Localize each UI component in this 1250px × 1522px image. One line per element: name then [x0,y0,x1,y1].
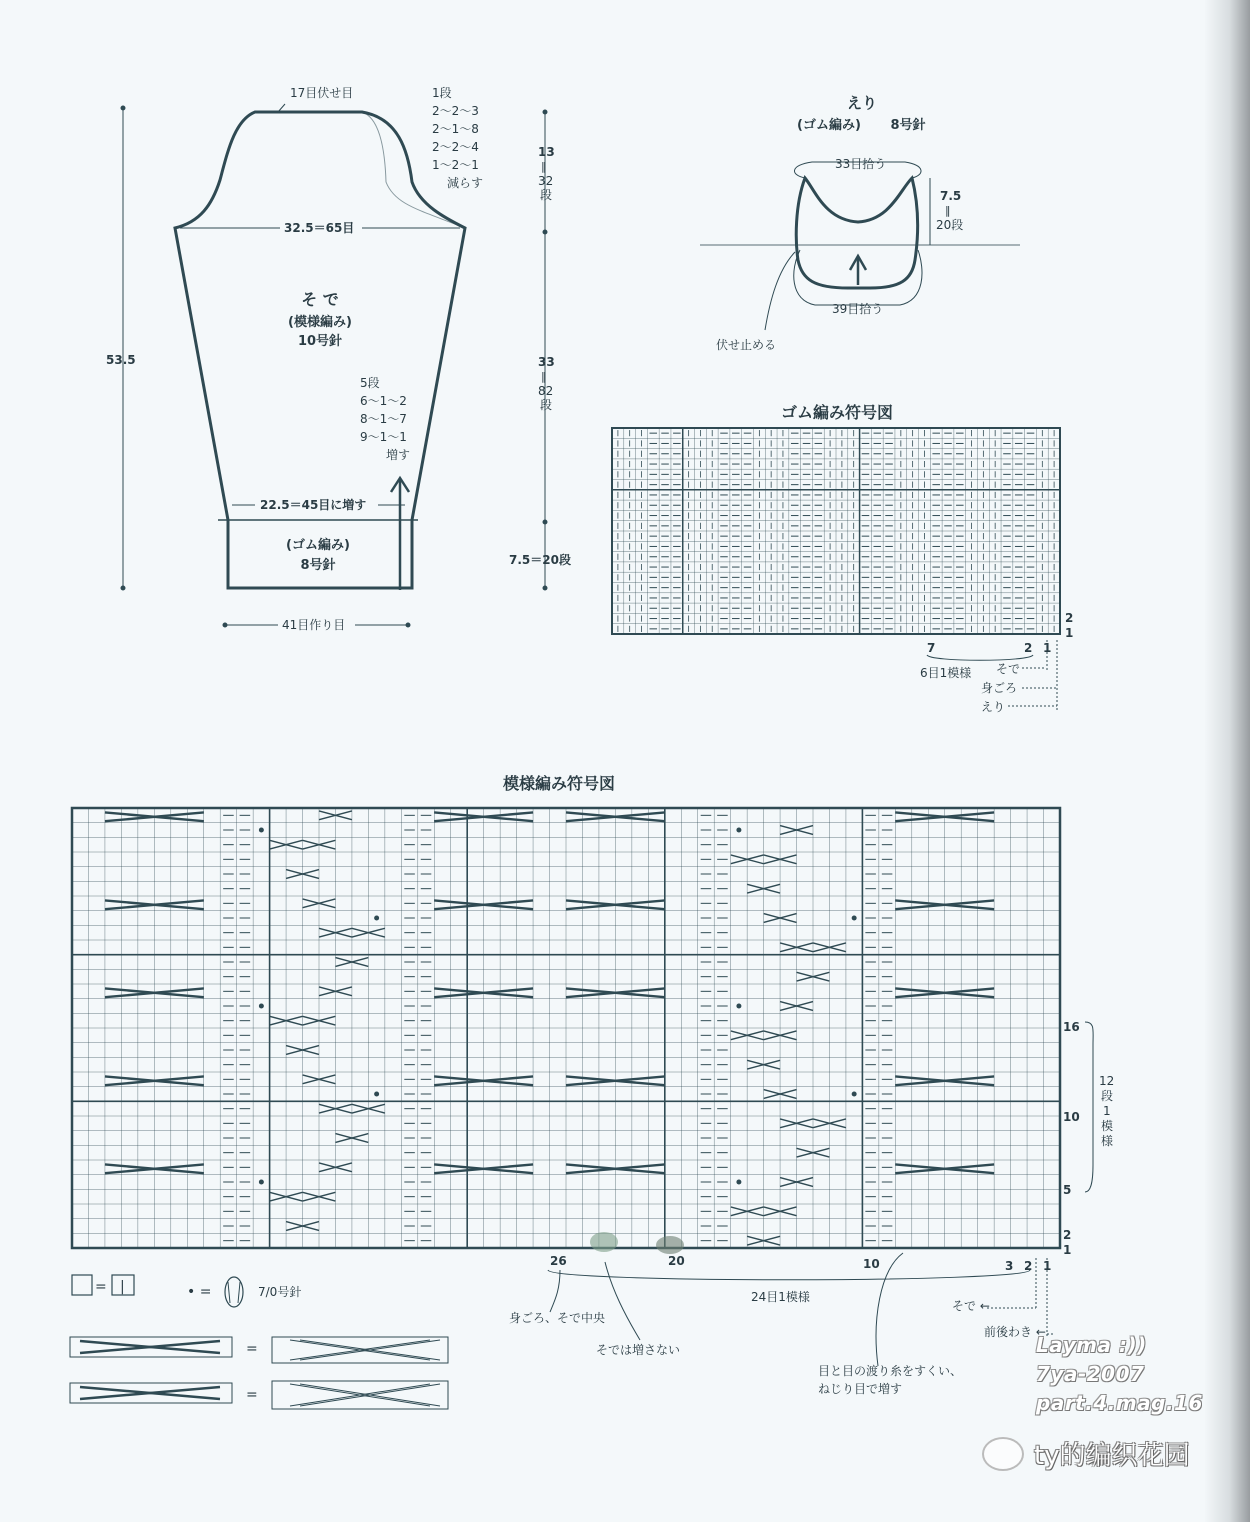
increase-step: 9〜1〜1 [360,430,407,444]
pattern-chart-labels [509,1020,1114,1396]
collar-needle: 8号針 [890,118,926,133]
cap-height-eq: ‖ [541,160,547,173]
rib-col-1: 1 [1043,641,1052,655]
collar-height-eq: ‖ [945,204,951,217]
wechat-icon [982,1437,1024,1471]
bobble-mark [852,916,857,921]
rib-col-7: 7 [927,641,936,655]
bobble-icon [225,1277,243,1307]
note-no-increase: そでは増さない [596,1343,681,1357]
sleeve-labels [106,85,571,632]
bobble-mark [259,1180,264,1185]
collar-bind-off: 伏せ止める [716,338,777,352]
sleeve-rib-pattern: (ゴム編み) [286,538,350,553]
sleeve-title: そ で [301,290,339,309]
increase-step: 増す [386,448,411,462]
collar-pick-up-bottom: 39目拾う [832,302,884,316]
rib-chart-grid [612,428,1060,634]
repeat-rows: 様 [1101,1134,1114,1148]
pattern-col-20: 20 [668,1254,685,1268]
decrease-step: 2〜2〜4 [432,140,479,154]
sleeve-top-bind-off: 17目伏せ目 [290,86,354,100]
sleeve-pattern: (模様編み) [288,315,352,330]
sleeve-needle: 10号針 [297,334,343,349]
legend-bobble-eq: • = [187,1284,212,1300]
cap-height-rows: 32 [538,174,554,188]
pattern-col-26: 26 [550,1254,567,1268]
rib-start-sleeve: そで [996,662,1021,676]
sleeve-cast-on: 41目作り目 [282,618,346,632]
rib-start-collar: えり [981,700,1006,714]
rib-row-1: 1 [1065,626,1074,640]
decrease-step: 1段 [432,86,452,100]
sleeve-increase-steps [360,376,410,462]
increase-step: 5段 [360,376,380,390]
pattern-col-3: 3 [1005,1259,1014,1273]
collar-pick-up-top: 33目拾う [835,157,887,171]
rib-start-body: 身ごろ [981,681,1018,695]
repeat-rows: 12 [1099,1074,1115,1088]
cap-height-cm: 13 [538,145,555,159]
legend-knit-symbol: | [120,1279,125,1295]
body-height-cm: 33 [538,355,555,369]
body-height-rows: 82 [538,384,554,398]
rib-col-2: 2 [1024,641,1033,655]
pattern-chart-title: 模様編み符号図 [502,774,616,793]
sleeve-outline [175,112,465,588]
watermark-line1: Layma :)) [1036,1333,1147,1357]
collar-height-cm: 7.5 [940,189,962,203]
bobble-mark [736,1180,741,1185]
sleeve-rib-height: 7.5＝20段 [509,553,571,567]
pattern-chart-grid [72,808,1060,1248]
cap-height-rows-unit: 段 [540,188,553,202]
pattern-row-2: 2 [1063,1228,1072,1242]
sleeve-rib-needle: 8号針 [300,558,336,573]
legend-cable-eq-2: = [246,1387,258,1403]
note-increase-line1: 目と目の渡り糸をすくい、 [818,1364,963,1378]
note-increase-line2: ねじり目で増す [818,1382,903,1396]
legend-bobble-needle: 7/0号針 [258,1285,302,1299]
legend-blank-square [72,1275,92,1295]
decrease-step: 減らす [447,176,484,190]
pattern-repeat-sts: 24目1模様 [751,1290,810,1304]
note-center: 身ごろ、そで中央 [509,1311,606,1325]
collar-pattern: (ゴム編み) [797,118,861,133]
pattern-col-2: 2 [1024,1259,1033,1273]
bobble-mark [736,1004,741,1009]
legend-cable-eq-1: = [246,1341,258,1357]
pattern-chart-guides [548,1022,1093,1366]
pattern-row-10: 10 [1063,1110,1080,1124]
collar-height-rows: 20段 [936,218,964,232]
pattern-row-16: 16 [1063,1020,1080,1034]
body-height-rows-unit: 段 [540,398,553,412]
collar-title: えり [846,94,878,112]
watermark-line2: 7ya-2007 [1036,1362,1145,1386]
increase-step: 8〜1〜7 [360,412,407,426]
decrease-step: 1〜2〜1 [432,158,479,172]
pattern-row-5: 5 [1063,1183,1072,1197]
rib-chart-labels [920,611,1073,714]
sleeve-total-height: 53.5 [106,353,136,367]
rib-chart-title: ゴム編み符号図 [780,403,894,422]
chart-smudges [590,1232,684,1254]
pattern-row-1: 1 [1063,1243,1072,1257]
watermark-line3: part.4.mag.16 [1036,1391,1203,1415]
decrease-step: 2〜1〜8 [432,122,479,136]
bobble-mark [374,1092,379,1097]
legend-labels [95,1279,301,1403]
repeat-rows: 1 [1103,1104,1111,1118]
collar-labels [716,94,963,352]
bobble-mark [736,828,741,833]
pattern-col-10: 10 [863,1257,880,1271]
bobble-mark [374,916,379,921]
brand-name: ty的编织花园 [1034,1441,1190,1471]
pattern-col-1: 1 [1043,1259,1052,1273]
sleeve-decrease-steps [432,86,483,190]
brand-watermark [982,1435,1190,1472]
sleeve-rib-width: 22.5＝45目に増す [260,498,367,512]
sleeve-top-width: 32.5＝65目 [284,221,355,235]
legend-eq: = [95,1279,107,1295]
repeat-rows: 段 [1101,1089,1114,1103]
pattern-start-sleeve: そで ← [952,1299,990,1313]
repeat-rows: 模 [1101,1119,1114,1133]
increase-step: 6〜1〜2 [360,394,407,408]
body-height-eq: ‖ [541,370,547,383]
bobble-mark [259,828,264,833]
bobble-mark [259,1004,264,1009]
pattern-start-front: 前後わき ← [984,1325,1046,1339]
bobble-mark [852,1092,857,1097]
decrease-step: 2〜2〜3 [432,104,479,118]
rib-row-2: 2 [1065,611,1074,625]
rib-repeat: 6目1模様 [920,666,972,680]
